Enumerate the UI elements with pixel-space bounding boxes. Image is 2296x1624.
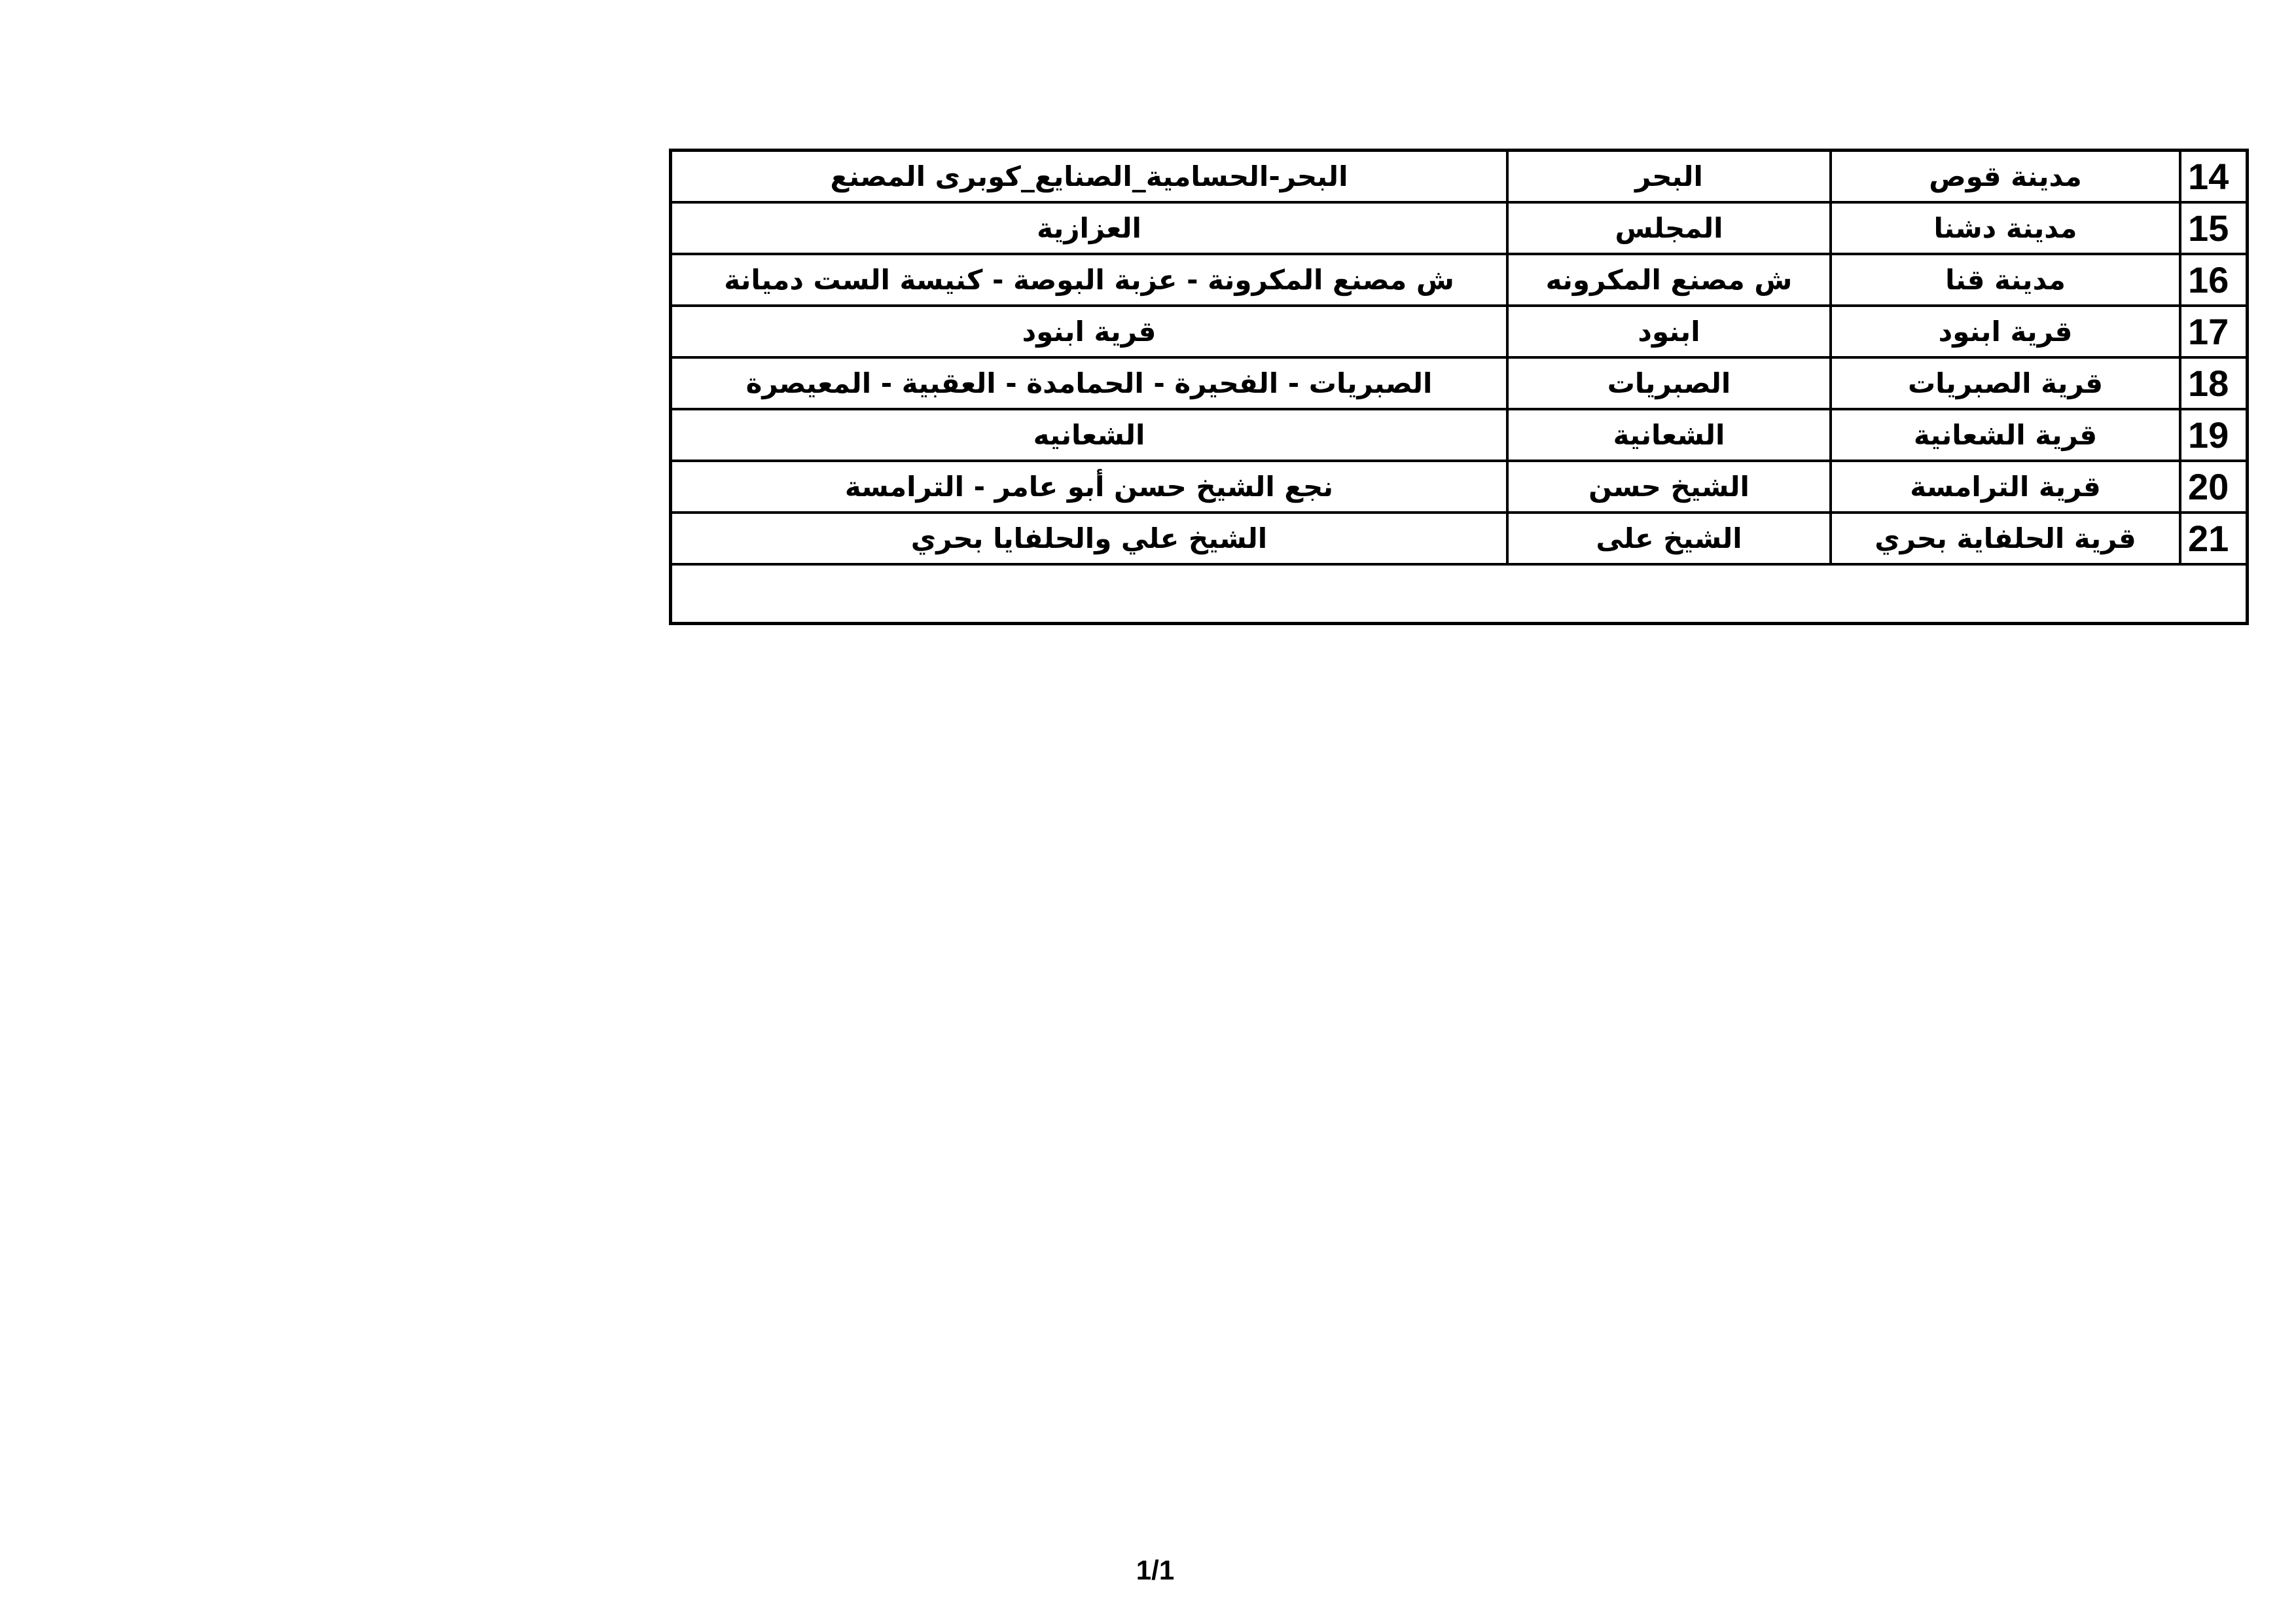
city-cell: قرية ابنود xyxy=(1831,306,2180,357)
city-cell: قرية الصبريات xyxy=(1831,357,2180,409)
empty-cell xyxy=(671,564,2248,624)
table-row xyxy=(671,409,2248,461)
streets-cell: البحر-الحسامية_الصنايع_كوبرى المصنع xyxy=(671,151,1508,203)
streets-cell: الصبريات - الفحيرة - الحمامدة - العقبية - المعيصرة xyxy=(671,357,1508,409)
city-cell: مدينة قوص xyxy=(1831,151,2180,203)
city-cell: قرية الترامسة xyxy=(1831,461,2180,513)
city-cell: قرية الحلفاية بحري xyxy=(1831,513,2180,564)
row-number: 20 xyxy=(2180,461,2248,513)
table-row xyxy=(671,461,2248,513)
city-cell: مدينة دشنا xyxy=(1831,202,2180,254)
area-cell: الصبريات xyxy=(1507,357,1831,409)
streets-cell: الشعانيه xyxy=(671,409,1508,461)
table-row xyxy=(671,202,2248,254)
table-row xyxy=(671,306,2248,357)
streets-cell: الشيخ علي والحلفايا بحري xyxy=(671,513,1508,564)
area-cell: المجلس xyxy=(1507,202,1831,254)
table-row xyxy=(671,357,2248,409)
row-number: 18 xyxy=(2180,357,2248,409)
area-cell: الشيخ على xyxy=(1507,513,1831,564)
city-cell: مدينة قنا xyxy=(1831,254,2180,306)
area-cell: ش مصنع المكرونه xyxy=(1507,254,1831,306)
row-number: 15 xyxy=(2180,202,2248,254)
row-number: 21 xyxy=(2180,513,2248,564)
area-cell: الشعانية xyxy=(1507,409,1831,461)
area-cell: ابنود xyxy=(1507,306,1831,357)
table-row xyxy=(671,254,2248,306)
empty-table-row xyxy=(671,564,2248,624)
row-number: 14 xyxy=(2180,151,2248,203)
city-cell: قرية الشعانية xyxy=(1831,409,2180,461)
page-number: 1/1 xyxy=(1136,1555,1175,1585)
streets-cell: نجع الشيخ حسن أبو عامر - الترامسة xyxy=(671,461,1508,513)
row-number: 17 xyxy=(2180,306,2248,357)
table-row xyxy=(671,513,2248,564)
streets-cell: قرية ابنود xyxy=(671,306,1508,357)
streets-cell: العزازية xyxy=(671,202,1508,254)
row-number: 19 xyxy=(2180,409,2248,461)
area-cell: البحر xyxy=(1507,151,1831,203)
table-row xyxy=(671,151,2248,203)
row-number: 16 xyxy=(2180,254,2248,306)
streets-cell: ش مصنع المكرونة - عزبة البوصة - كنيسة الست دميانة xyxy=(671,254,1508,306)
locations-table xyxy=(669,149,2249,625)
area-cell: الشيخ حسن xyxy=(1507,461,1831,513)
